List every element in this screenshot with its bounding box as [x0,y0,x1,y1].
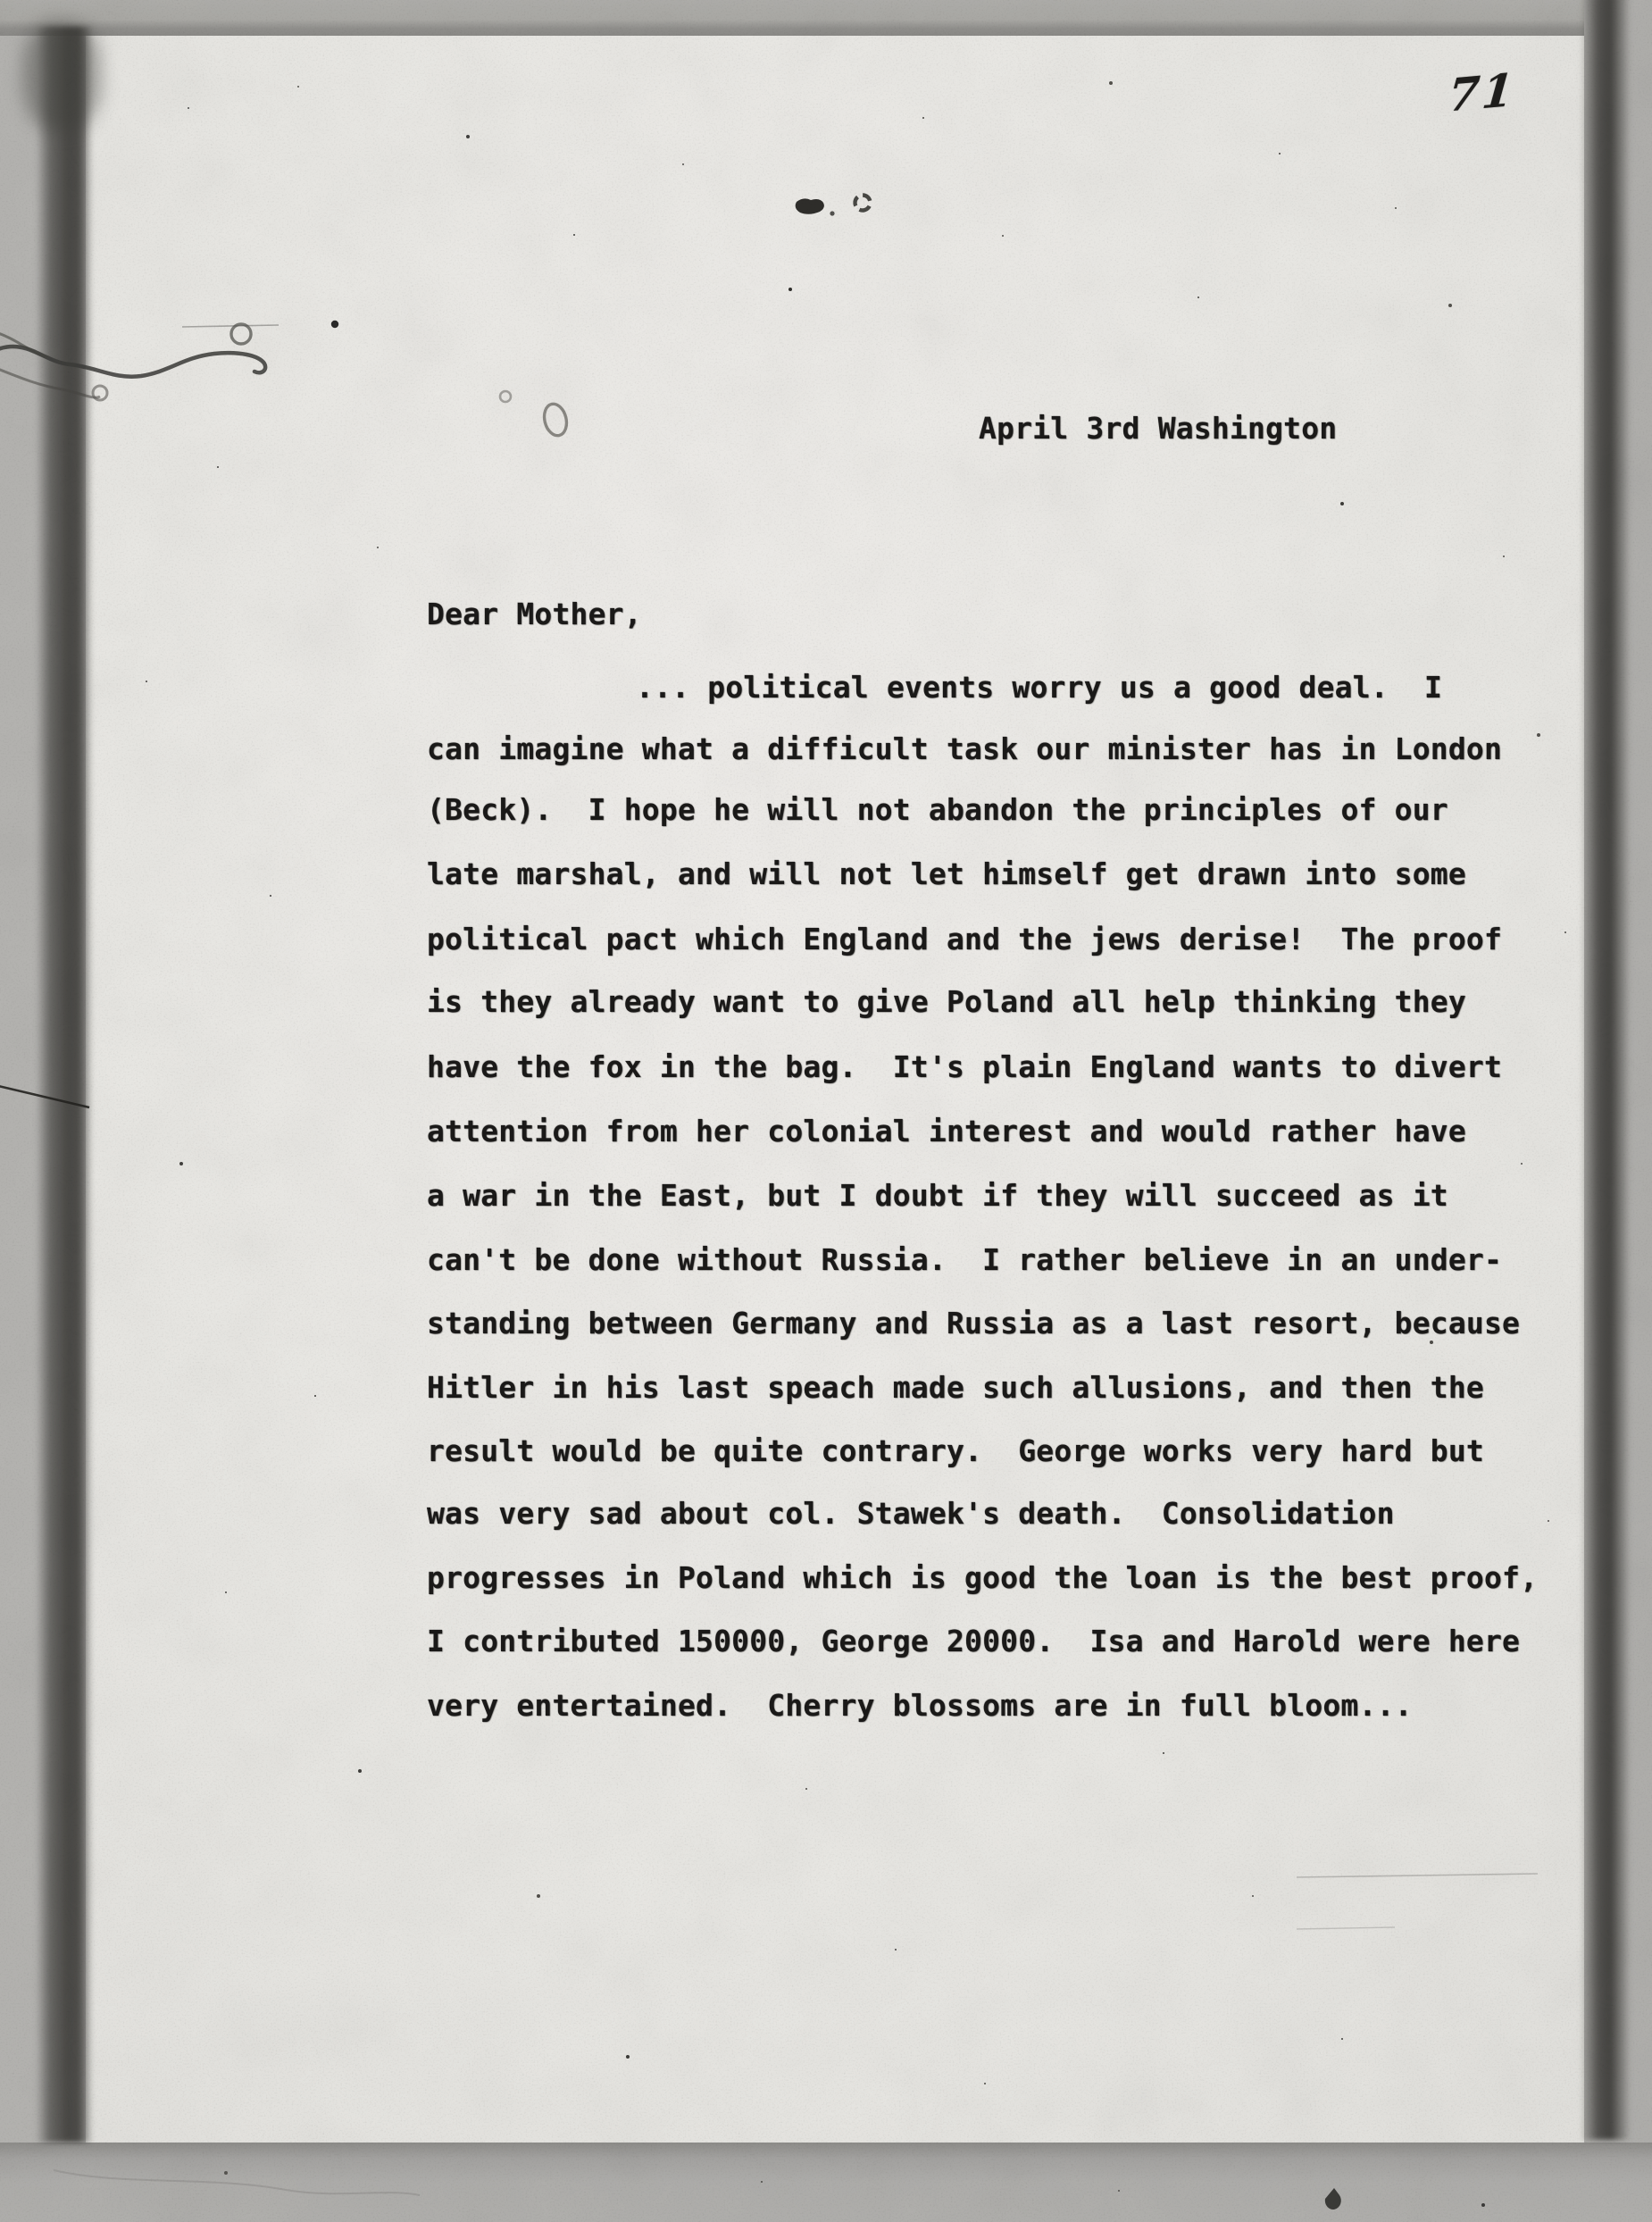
letter-line: is they already want to give Poland all help thinking they [427,984,1466,1019]
letter-line: (Beck). I hope he will not abandon the principles of our [427,792,1448,827]
letter-line: can't be done without Russia. I rather believe in an under- [427,1242,1503,1277]
film-margin-bottom [0,2143,1652,2222]
letter-line: was very sad about col. Stawek's death. Consolidation [427,1496,1395,1531]
letter-paper [86,36,1584,2143]
page-number: 71 [1446,63,1519,122]
letter-line: very entertained. Cherry blossoms are in full bloom... [427,1688,1413,1723]
left-edge-shadow-band [36,27,93,2143]
dust-specks [0,0,2,2]
letter-line: attention from her colonial interest and would rather have [427,1114,1466,1149]
letter-line: standing between Germany and Russia as a last resort, because [427,1306,1521,1341]
letter-line: result would be quite contrary. George works very hard but [427,1433,1484,1468]
letter-line: have the fox in the bag. It's plain England wants to divert [427,1049,1503,1084]
letter-line: ... political events worry us a good deal. I [636,670,1443,705]
letter-line: a war in the East, but I doubt if they will succeed as it [427,1178,1448,1213]
letter-line: progresses in Poland which is good the loan is the best proof, [427,1560,1539,1595]
right-edge-shadow-band [1581,0,1631,2140]
left-edge-shadow-blotch [23,21,100,130]
letter-line: late marshal, and will not let himself get drawn into some [427,856,1466,891]
film-margin-top [0,0,1652,36]
letter-line: Hitler in his last speach made such allusions, and then the [427,1370,1484,1405]
date-line: April 3rd Washington [979,411,1338,446]
letter-line: political pact which England and the jews derise! The proof [427,922,1503,956]
letter-line: I contributed 150000, George 20000. Isa and Harold were here [427,1624,1521,1658]
salutation: Dear Mother, [427,597,642,631]
letter-line: can imagine what a difficult task our minister has in London [427,731,1503,766]
